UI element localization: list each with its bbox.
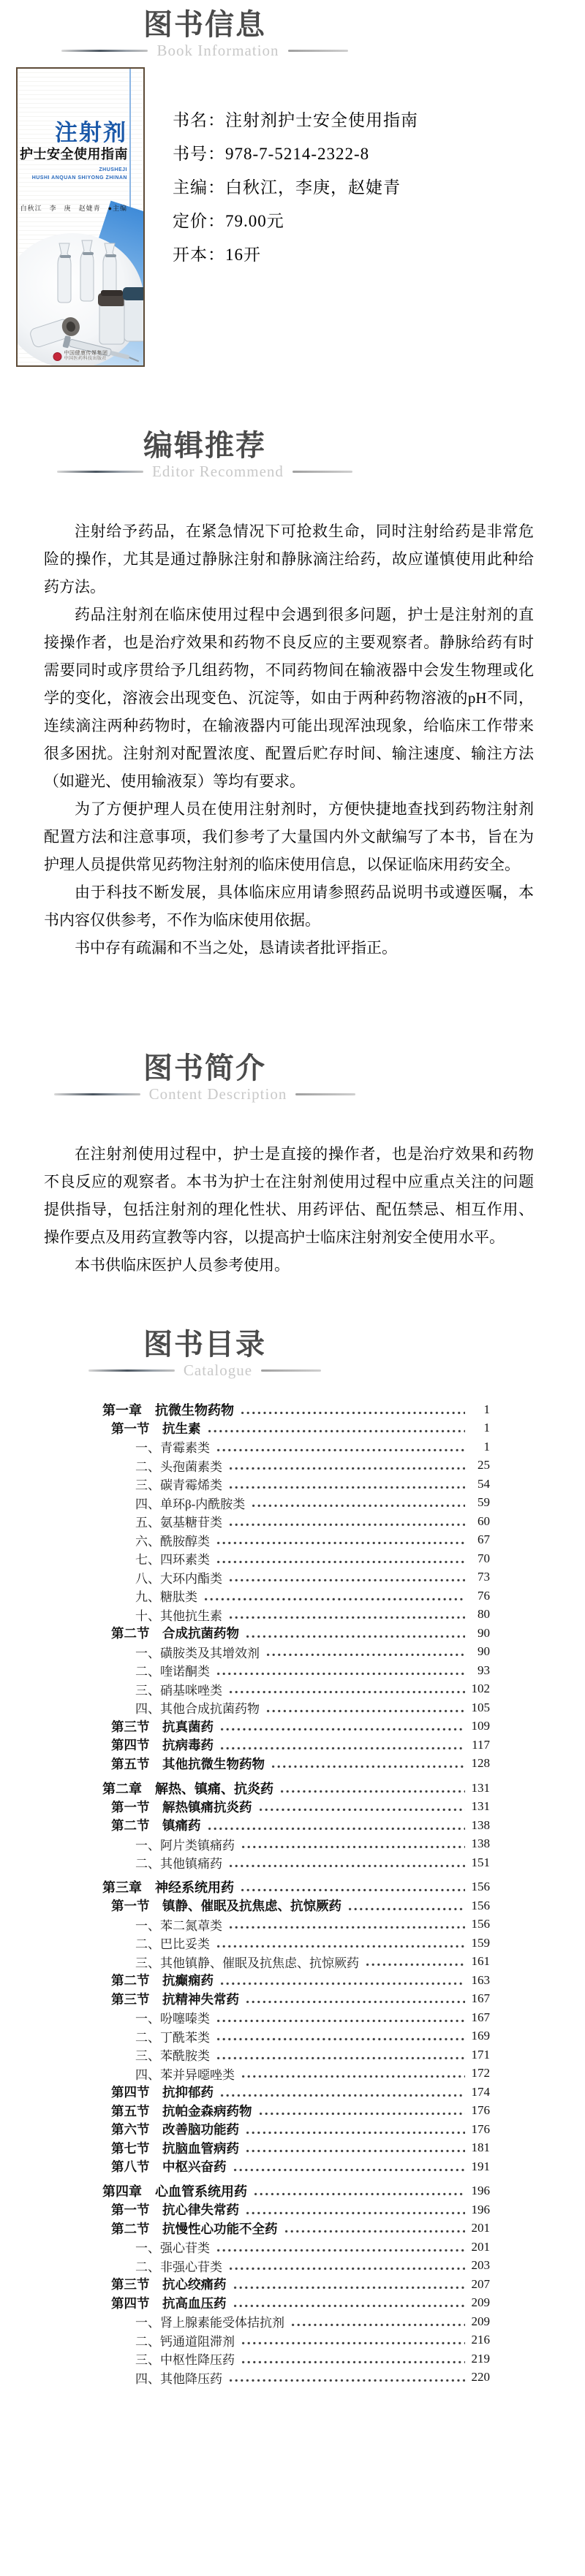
cover-pinyin-line2: HUSHI ANQUAN SHIYONG ZHINAN — [31, 175, 127, 181]
section-catalogue — [0, 1320, 585, 2387]
dot-leader — [229, 2267, 465, 2271]
toc-row — [102, 1661, 490, 1680]
dot-leader — [229, 2379, 465, 2382]
toc-entry-label: 第一章 抗微生物药物 — [102, 1402, 234, 1418]
divider-line-right — [261, 1369, 321, 1372]
toc-page-number: 102 — [471, 1682, 490, 1696]
toc-row — [102, 1606, 490, 1625]
toc-page-number: 216 — [471, 2333, 490, 2347]
dot-leader — [208, 1827, 466, 1831]
toc-row — [102, 2368, 490, 2387]
section-title: 编辑推荐 — [143, 430, 266, 462]
paragraph: 为了方便护理人员在使用注射剂时，方便快捷地查找到药物注射剂配置方法和注意事项，我们参考了大量国内外文献编写了本书，旨在为护理人员提供常见药物注射剂的临床使用信息，以保证临床用药安全。 — [44, 800, 534, 873]
toc-row — [102, 1456, 490, 1475]
toc-page-number: 207 — [471, 2276, 490, 2291]
toc-entry-label: 四、其他降压药 — [135, 2371, 222, 2386]
toc-entry-label: 第七节 抗脑血管病药 — [111, 2140, 239, 2156]
toc-page-number: 131 — [471, 1780, 490, 1795]
dot-leader — [246, 2000, 465, 2004]
toc-page-number: 191 — [471, 2159, 490, 2173]
toc-page-number: 25 — [478, 1458, 490, 1473]
toc-row — [102, 2294, 490, 2313]
toc-entry-label: 第四章 心血管系统用药 — [102, 2184, 247, 2200]
toc-page-number: 219 — [471, 2351, 490, 2366]
toc-entry-label: 第三节 抗真菌药 — [111, 1719, 214, 1734]
toc-row — [102, 1835, 490, 1854]
toc-entry-label: 一、阿片类镇痛药 — [135, 1838, 235, 1853]
toc-entry-label: 三、其他镇静、催眠及抗焦虑、抗惊厥药 — [135, 1956, 359, 1970]
dot-leader — [229, 1486, 465, 1489]
book-cover-image — [16, 67, 145, 367]
toc-page-number: 73 — [478, 1570, 490, 1584]
toc-row — [102, 2139, 490, 2158]
toc-entry-label: 第五节 其他抗微生物药物 — [111, 1756, 265, 1771]
toc-entry-label: 二、非强心苷类 — [135, 2260, 222, 2274]
toc-page-number: 176 — [471, 2121, 490, 2136]
toc-page-number: 59 — [478, 1495, 490, 1510]
book-detail-row — [173, 104, 418, 137]
divider-line-right — [288, 50, 348, 52]
dot-leader — [233, 2168, 466, 2172]
toc-entry-label: 第六节 改善脑功能药 — [111, 2122, 239, 2138]
toc-page-number: 172 — [471, 2066, 490, 2081]
toc-row — [102, 1587, 490, 1606]
toc-entry-label: 第一节 抗心律失常药 — [111, 2203, 239, 2218]
toc-entry-label: 第一节 抗生素 — [111, 1421, 201, 1436]
book-detail-row — [173, 238, 418, 272]
toc-page-number: 60 — [478, 1513, 490, 1528]
toc-row — [102, 1624, 490, 1643]
toc-entry-label: 二、其他镇痛药 — [135, 1857, 222, 1872]
toc-row — [102, 1549, 490, 1568]
toc-page-number: 167 — [471, 2010, 490, 2024]
detail-value: 16开 — [225, 246, 261, 264]
toc-row — [102, 1971, 490, 1990]
toc-page-number: 1 — [483, 1439, 490, 1454]
book-detail-row — [173, 137, 418, 171]
dot-leader — [266, 1709, 465, 1713]
dot-leader — [229, 1690, 465, 1694]
book-detail-row — [173, 171, 418, 205]
toc-row — [102, 1400, 490, 1419]
toc-page-number: 151 — [471, 1855, 490, 1869]
section-subtitle-row — [0, 1083, 410, 1105]
toc-row — [102, 1736, 490, 1755]
dot-leader — [241, 1411, 465, 1415]
dot-leader — [220, 1728, 465, 1731]
toc-row — [102, 1915, 490, 1934]
dot-leader — [241, 2075, 465, 2078]
section-subtitle-en: Editor Recommend — [152, 462, 284, 480]
toc-row — [102, 1990, 490, 2009]
paragraph: 本书供临床医护人员参考使用。 — [75, 1256, 290, 1274]
dot-leader — [229, 1467, 465, 1470]
toc-row — [102, 2238, 490, 2257]
dot-leader — [241, 1845, 465, 1849]
toc-page-number: 90 — [478, 1625, 490, 1640]
toc-row — [102, 2102, 490, 2121]
detail-value: 978-7-5214-2322-8 — [225, 145, 370, 163]
book-detail-list — [145, 67, 418, 367]
toc-row — [102, 2182, 490, 2201]
publisher-names — [64, 351, 108, 362]
toc-row — [102, 2027, 490, 2046]
toc-page-number: 1 — [483, 1421, 490, 1435]
dot-leader — [241, 2341, 465, 2345]
section-title: 图书简介 — [143, 1052, 266, 1084]
toc-page-number: 156 — [471, 1917, 490, 1931]
toc-row — [102, 2045, 490, 2064]
toc-entry-label: 一、肾上腺素能受体拮抗剂 — [135, 2316, 284, 2330]
toc-page-number: 167 — [471, 1991, 490, 2006]
toc-row — [102, 2275, 490, 2294]
detail-label: 定价： — [173, 212, 225, 230]
toc-entry-label: 四、苯并异噁唑类 — [135, 2067, 235, 2082]
dot-leader — [216, 1448, 465, 1452]
toc-page-number: 209 — [471, 2314, 490, 2328]
toc-row — [102, 1437, 490, 1456]
paragraph: 注射给予药品，在紧急情况下可抢救生命，同时注射给药是非常危险的操作，尤其是通过静脉注射和静脉滴注给药，故应谨慎使用此种给药方法。 — [44, 523, 534, 596]
section-subtitle-en: Catalogue — [183, 1361, 253, 1379]
toc-entry-label: 第二节 镇痛药 — [111, 1818, 201, 1834]
toc-entry-label: 二、巴比妥类 — [135, 1937, 210, 1952]
toc-row — [102, 1568, 490, 1587]
book-detail-row — [173, 205, 418, 238]
toc-page-number: 67 — [478, 1532, 490, 1547]
toc-entry-label: 第五节 抗帕金森病药物 — [111, 2103, 252, 2119]
toc-row — [102, 1798, 490, 1817]
toc-row — [102, 2083, 490, 2102]
toc-entry-label: 七、四环素类 — [135, 1553, 210, 1568]
toc-entry-label: 三、硝基咪唑类 — [135, 1683, 222, 1698]
toc-entry-label: 第二节 抗慢性心功能不全药 — [111, 2221, 278, 2236]
toc-entry-label: 二、头孢菌素类 — [135, 1459, 222, 1474]
dot-leader — [254, 2192, 465, 2196]
book-info-body — [0, 67, 585, 367]
toc-page-number: 117 — [472, 1737, 490, 1752]
dot-leader — [252, 1504, 465, 1508]
catalogue-header — [0, 1320, 410, 1381]
dot-leader — [216, 1541, 465, 1545]
toc-page-number: 209 — [471, 2295, 490, 2310]
toc-row — [102, 1878, 490, 1897]
toc-entry-label: 二、丁酰苯类 — [135, 2030, 210, 2045]
dot-leader — [216, 2019, 465, 2023]
toc-page-number: 196 — [471, 2184, 490, 2198]
toc-entry-label: 第四节 抗病毒药 — [111, 1738, 214, 1753]
dot-leader — [246, 2211, 465, 2215]
toc-page-number: 169 — [471, 2029, 490, 2043]
toc-entry-label: 第二章 解热、镇痛、抗炎药 — [102, 1781, 273, 1796]
toc-page-number: 163 — [471, 1972, 490, 1987]
toc-row — [102, 2257, 490, 2276]
toc-page-number: 131 — [471, 1799, 490, 1814]
publisher-group-name: 中国健康传媒集团 — [64, 351, 108, 356]
toc-page-number: 54 — [478, 1476, 490, 1491]
divider-line-right — [292, 471, 352, 473]
toc-entry-label: 一、苯二氮䓬类 — [135, 1918, 222, 1933]
toc-entry-label: 第三节 抗心绞痛药 — [111, 2277, 227, 2292]
toc-row — [102, 1853, 490, 1872]
toc-page-number: 159 — [471, 1935, 490, 1950]
dot-leader — [348, 1907, 465, 1911]
dot-leader — [216, 2037, 465, 2041]
dot-leader — [246, 2131, 465, 2135]
detail-label: 书号： — [173, 145, 225, 163]
toc-entry-label: 三、苯酰胺类 — [135, 2049, 210, 2064]
dot-leader — [229, 1926, 465, 1929]
toc-page-number: 109 — [471, 1719, 490, 1733]
cover-pinyin — [32, 166, 127, 182]
toc-page-number: 1 — [483, 1402, 490, 1416]
publisher-logo-block — [53, 351, 108, 362]
toc-row — [102, 2312, 490, 2331]
dot-leader — [280, 1790, 465, 1793]
divider-line-left — [54, 1093, 140, 1095]
content-description-text — [44, 1140, 534, 1279]
toc-entry-label: 二、喹诺酮类 — [135, 1665, 210, 1679]
detail-value: 白秋江，李庚，赵婕青 — [225, 178, 401, 197]
toc-page-number: 161 — [471, 1954, 490, 1969]
paragraph: 由于科技不断发展，具体临床应用请参照药品说明书或遵医嘱，本书内容仅供参考，不作为临床使用依据。 — [44, 884, 534, 929]
toc-entry-label: 三、中枢性降压药 — [135, 2353, 235, 2368]
toc-page-number: 105 — [471, 1700, 490, 1714]
divider-line-left — [57, 471, 143, 473]
dot-leader — [241, 1888, 465, 1892]
paragraph: 药品注射剂在临床使用过程中会遇到很多问题，护士是注射剂的直接操作者，也是治疗效果和药物不良反应的主要观察者。静脉给药有时需要同时或序贯给予几组药物，不同药物间在输液器中会发生物理或化学的变化，溶液会出现变色、沉淀等，如由于两种药物溶液的pH不同，连续滴注两种药物时，在输液器内可能出现浑浊现象，给临床工作带来很多困扰。注射剂对配置浓度、配置后贮存时间、输注速度、输注方法（如避光、使用输液泵）等均有要求。 — [44, 606, 534, 790]
dot-leader — [229, 1523, 465, 1527]
divider-line-right — [295, 1093, 355, 1095]
cover-title: 注射剂 — [55, 120, 127, 145]
toc-row — [102, 2219, 490, 2238]
detail-label: 主编： — [173, 178, 225, 197]
toc-entry-label: 四、其他合成抗菌药物 — [135, 1702, 260, 1717]
dot-leader — [216, 2249, 465, 2252]
toc-page-number: 201 — [471, 2221, 490, 2235]
detail-label: 开本： — [173, 246, 225, 264]
toc-page-number: 80 — [478, 1607, 490, 1622]
book-info-header — [0, 0, 410, 61]
toc-page-number: 138 — [471, 1817, 490, 1832]
toc-row — [102, 1779, 490, 1798]
editor-recommend-header — [0, 421, 410, 482]
cover-pinyin-line1: ZHUSHEJI — [99, 167, 127, 172]
toc-page-number: 156 — [471, 1898, 490, 1912]
toc-page-number: 138 — [471, 1836, 490, 1851]
section-subtitle-row — [0, 39, 410, 61]
toc-row — [102, 1494, 490, 1513]
toc-entry-label: 四、单环β-内酰胺类 — [135, 1497, 246, 1511]
cover-subtitle: 护士安全使用指南 — [20, 147, 128, 162]
toc-entry-label: 六、酰胺醇类 — [135, 1534, 210, 1549]
toc-page-number: 76 — [478, 1588, 490, 1603]
toc-entry-label: 三、碳青霉烯类 — [135, 1478, 222, 1493]
dot-leader — [216, 2056, 465, 2060]
toc-page-number: 128 — [471, 1756, 490, 1771]
dot-leader — [233, 2304, 466, 2308]
toc-row — [102, 2064, 490, 2083]
toc-page-number: 181 — [471, 2140, 490, 2155]
toc-page-number: 93 — [478, 1663, 490, 1677]
section-subtitle-en: Book Information — [156, 41, 279, 59]
toc-row — [102, 1475, 490, 1494]
vials-illustration — [18, 223, 143, 365]
dot-leader — [216, 1945, 465, 1948]
divider-line-left — [88, 1369, 175, 1372]
publisher-emblem-icon — [53, 352, 62, 361]
dot-leader — [271, 1765, 465, 1768]
toc-page-number: 201 — [471, 2239, 490, 2254]
toc-row — [102, 2200, 490, 2219]
toc-entry-label: 第四节 抗高血压药 — [111, 2295, 227, 2311]
toc-row — [102, 1816, 490, 1835]
detail-value: 79.00元 — [225, 212, 284, 230]
toc-entry-label: 一、青霉素类 — [135, 1441, 210, 1456]
dot-leader — [220, 1982, 465, 1986]
toc-entry-label: 第一节 解热镇痛抗炎药 — [111, 1799, 252, 1815]
paragraph: 在注射剂使用过程中，护士是直接的操作者，也是治疗效果和药物不良反应的观察者。本书为护士在注射剂使用过程中应重点关注的问题提供指导，包括注射剂的理化性状、用药评估、配伍禁忌、相互作用、操作要点及用药宣教等内容，以提高护士临床注射剂安全使用水平。 — [44, 1145, 534, 1246]
toc-row — [102, 2008, 490, 2027]
dot-leader — [204, 1597, 465, 1601]
content-description-header — [0, 1044, 410, 1105]
toc-page-number: 90 — [478, 1644, 490, 1659]
toc-page-number: 70 — [478, 1551, 490, 1565]
toc-row — [102, 1698, 490, 1717]
toc-row — [102, 2349, 490, 2368]
paragraph: 书中存有疏漏和不当之处，恳请读者批评指正。 — [75, 939, 397, 957]
section-subtitle-row — [0, 1359, 410, 1381]
section-title: 图书目录 — [143, 1329, 266, 1361]
toc-row — [102, 1643, 490, 1662]
toc-page-number: 156 — [471, 1880, 490, 1894]
dot-leader — [220, 2094, 465, 2097]
publisher-press-name: 中国医药科技出版社 — [64, 357, 107, 361]
dot-leader — [246, 2149, 465, 2153]
detail-value: 注射剂护士安全使用指南 — [225, 111, 418, 129]
dot-leader — [229, 1864, 465, 1868]
section-editor-recommend — [0, 421, 585, 962]
dot-leader — [229, 1616, 465, 1619]
dot-leader — [208, 1429, 466, 1433]
toc-row — [102, 1419, 490, 1438]
toc-row — [102, 1680, 490, 1699]
toc-entry-label: 第三章 神经系统用药 — [102, 1880, 234, 1896]
dot-leader — [216, 1672, 465, 1676]
dot-leader — [233, 2286, 466, 2290]
dot-leader — [216, 1560, 465, 1564]
toc-page-number: 203 — [471, 2258, 490, 2273]
dot-leader — [246, 1635, 465, 1638]
toc-row — [102, 1953, 490, 1972]
section-content-description — [0, 1044, 585, 1279]
toc-entry-label: 五、氨基糖苷类 — [135, 1516, 222, 1530]
toc-entry-label: 第二节 抗癫痫药 — [111, 1973, 214, 1988]
toc-row — [102, 2157, 490, 2176]
toc-entry-label: 第三节 抗精神失常药 — [111, 1991, 239, 2007]
toc-entry-label: 一、吩噻嗪类 — [135, 2012, 210, 2026]
dot-leader — [366, 1963, 465, 1967]
dot-leader — [291, 2323, 465, 2327]
dot-leader — [229, 1578, 465, 1582]
toc-row — [102, 1512, 490, 1531]
toc-row — [102, 1531, 490, 1550]
section-title: 图书信息 — [143, 9, 266, 41]
dot-leader — [266, 1653, 465, 1657]
cover-artwork — [18, 223, 143, 365]
toc-entry-label: 一、强心苷类 — [135, 2241, 210, 2256]
editor-recommend-text — [44, 517, 534, 962]
toc-entry-label: 八、大环内酯类 — [135, 1571, 222, 1586]
toc-entry-label: 九、糖肽类 — [135, 1590, 197, 1605]
divider-line-left — [61, 50, 148, 52]
dot-leader — [241, 2360, 465, 2364]
section-book-info — [0, 0, 585, 367]
section-subtitle-row — [0, 460, 410, 482]
dot-leader — [220, 1747, 465, 1750]
toc-row — [102, 1717, 490, 1736]
dot-leader — [259, 1808, 466, 1812]
toc-row — [102, 1755, 490, 1774]
toc-page-number: 174 — [471, 2084, 490, 2099]
toc-row — [102, 1896, 490, 1915]
table-of-contents — [102, 1400, 490, 2387]
toc-entry-label: 二、钙通道阻滞剂 — [135, 2334, 235, 2349]
dot-leader — [284, 2230, 466, 2233]
toc-entry-label: 第一节 镇静、催眠及抗焦虑、抗惊厥药 — [111, 1899, 341, 1914]
toc-page-number: 176 — [471, 2103, 490, 2118]
toc-entry-label: 第二节 合成抗菌药物 — [111, 1626, 239, 1641]
dot-leader — [259, 2112, 466, 2116]
toc-row — [102, 2120, 490, 2139]
toc-row — [102, 2331, 490, 2350]
toc-page-number: 196 — [471, 2202, 490, 2216]
toc-entry-label: 一、磺胺类及其增效剂 — [135, 1646, 260, 1660]
toc-entry-label: 十、其他抗生素 — [135, 1608, 222, 1623]
toc-page-number: 220 — [471, 2370, 490, 2385]
toc-row — [102, 1934, 490, 1953]
toc-entry-label: 第八节 中枢兴奋药 — [111, 2159, 227, 2175]
toc-entry-label: 第四节 抗抑郁药 — [111, 2085, 214, 2100]
detail-label: 书名： — [173, 111, 225, 129]
section-subtitle-en: Content Description — [148, 1084, 287, 1103]
toc-page-number: 171 — [471, 2047, 490, 2062]
cover-authors: 白秋江 李 庚 赵婕青 ●主编 — [20, 205, 127, 212]
